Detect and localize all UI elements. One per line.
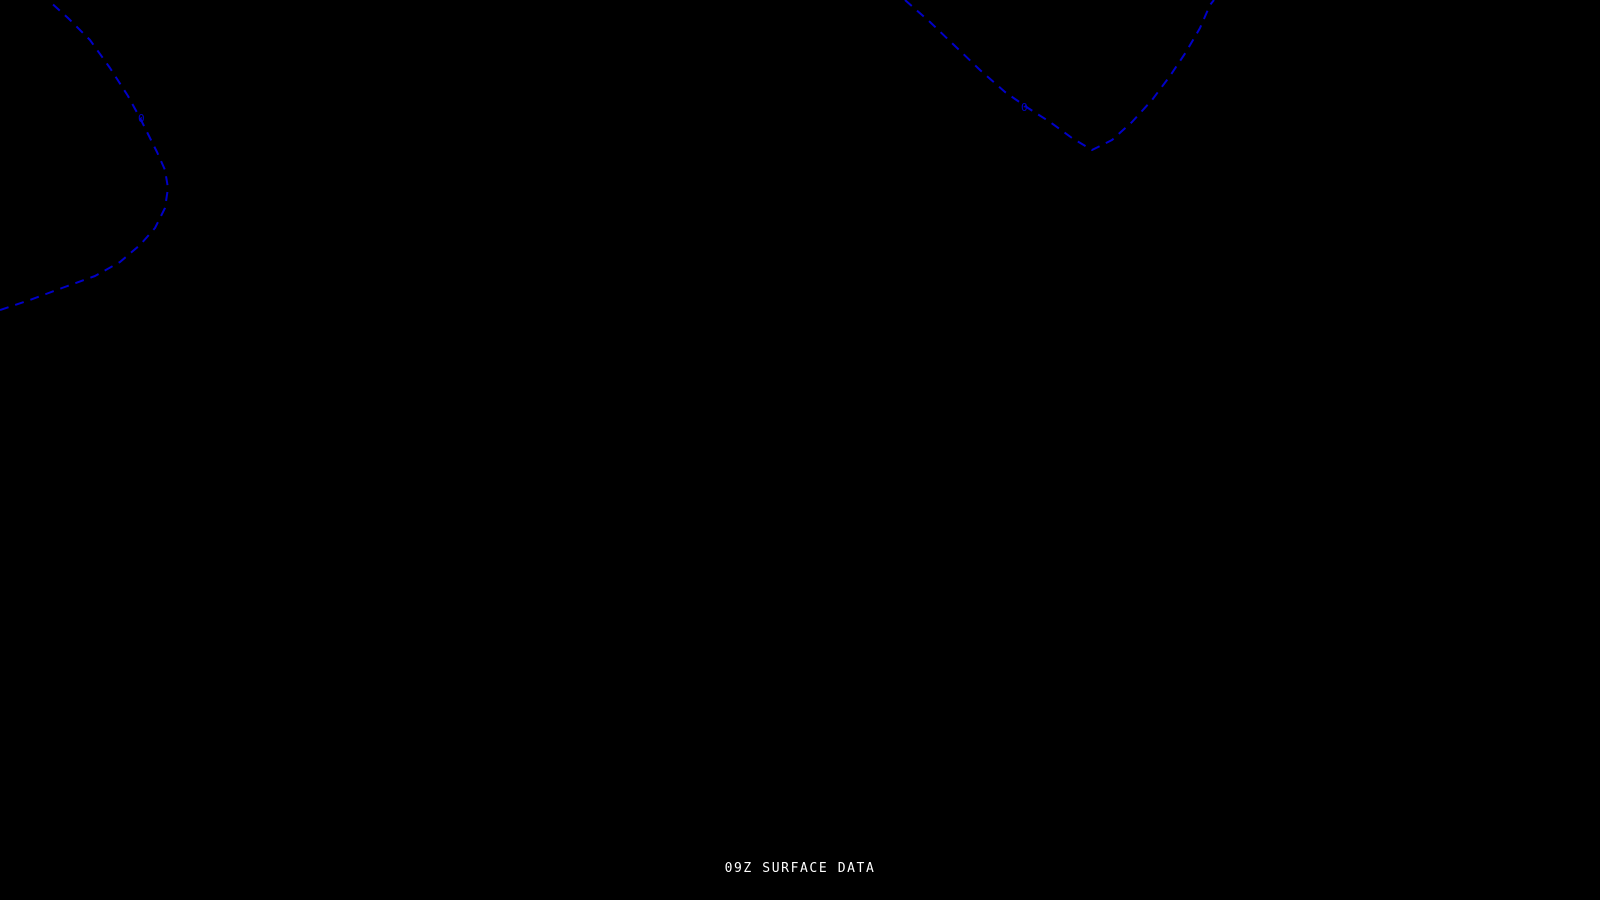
chart-caption: 09Z SURFACE DATA [724, 861, 876, 876]
isotherm-value-label: 0 [1021, 101, 1028, 114]
isotherm-value-label: 0 [138, 112, 145, 125]
